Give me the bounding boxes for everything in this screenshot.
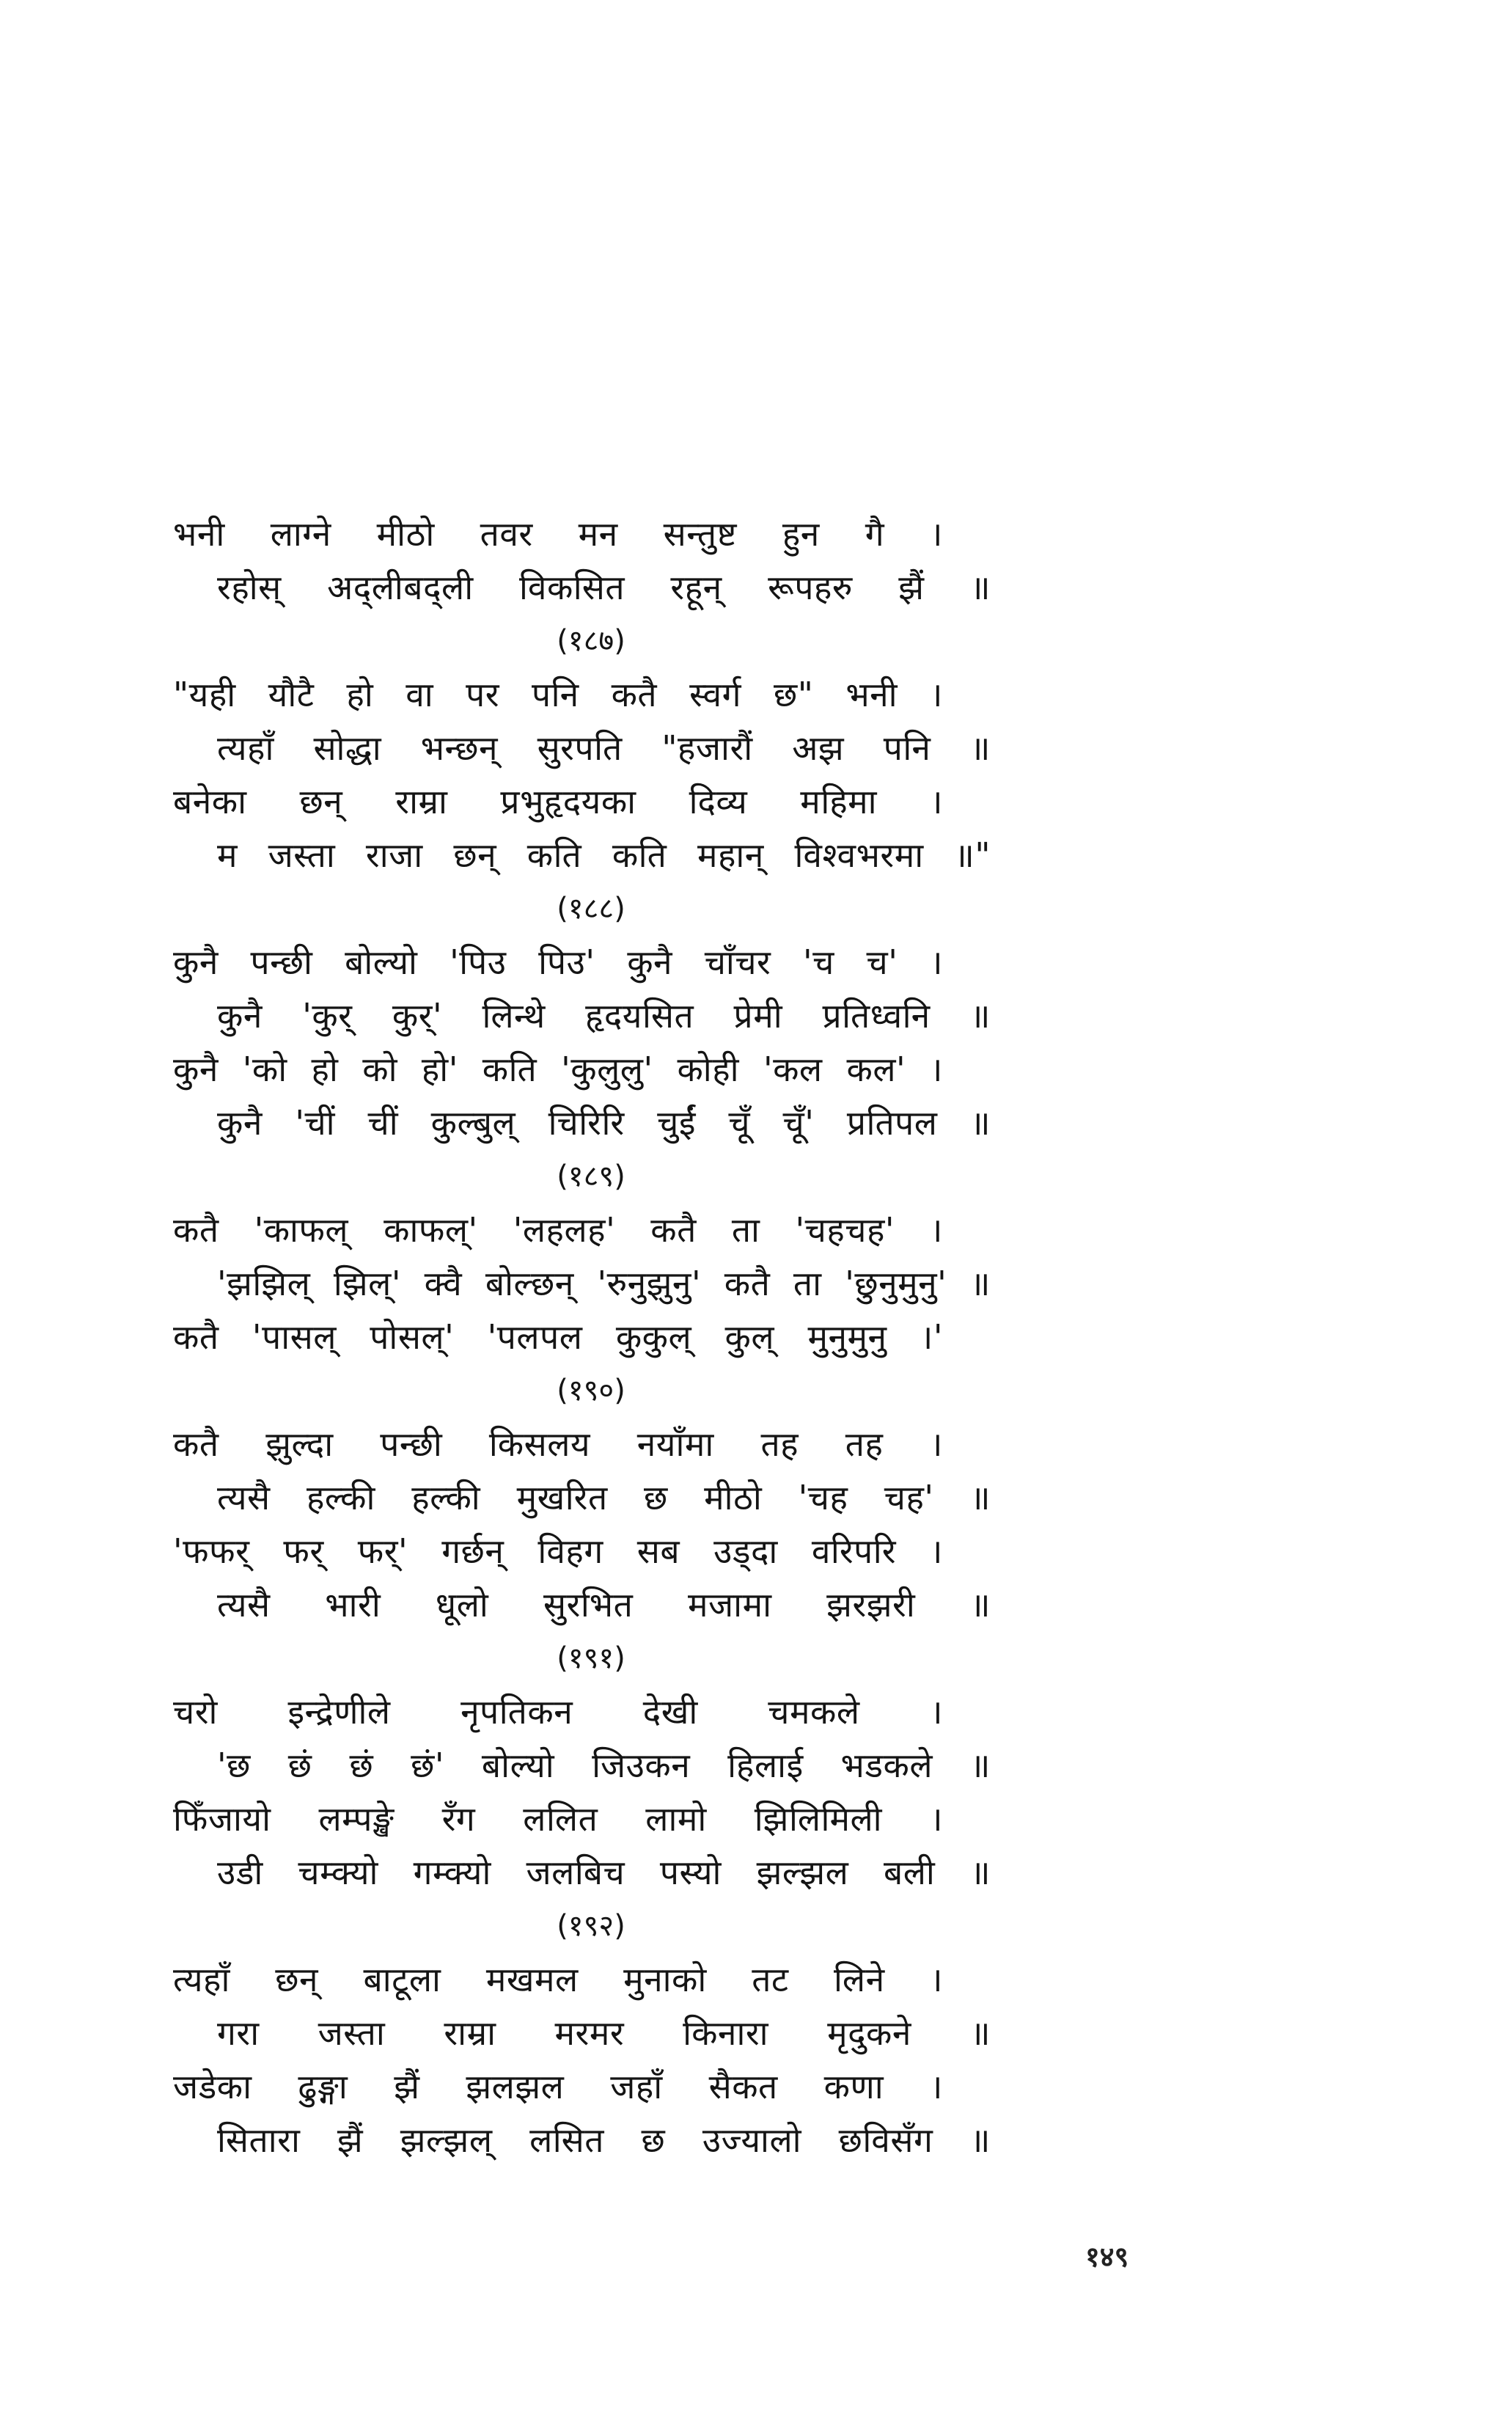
verse-line: 'फफर् फर् फर्' गर्छन् विहग सब उड्‌दा वरिपरि । <box>173 1531 943 1571</box>
verse-number: (१९१) <box>557 1641 625 1675</box>
verse-number: (१८७) <box>557 624 625 658</box>
verse-line: कुनै पन्छी बोल्यो 'पिउ पिउ' कुनै चाँचर 'च च' । <box>173 942 943 982</box>
verse-line: त्यहाँ सोद्धा भन्छन् सुरपति "हजारौं अझ पनि ॥ <box>217 728 991 768</box>
verse-line: त्यहाँ छन् बाटूला मखमल मुनाको तट लिने । <box>173 1960 943 1999</box>
verse-line: 'छ छं छं छं' बोल्यो जिउकन हिलाई भडकले ॥ <box>217 1746 991 1785</box>
verse-line: उडी चम्क्यो गम्क्यो जलबिच पस्यो झल्झल बली ॥ <box>217 1853 991 1892</box>
verse-line: कतै 'पासल् पोसल्' 'पलपल कुकुल् कुल् मुनुमुनु ।' <box>173 1317 943 1357</box>
verse-number: (१९०) <box>557 1374 625 1407</box>
poem-text <box>173 508 994 2167</box>
verse-line: 'झझिल् झिल्' क्वै बोल्छन् 'रुनुझुनु' कतै ता 'छुनुमुनु' ॥ <box>217 1264 991 1303</box>
verse-line: कतै 'काफल् काफल्' 'लहलह' कतै ता 'चहचह' । <box>173 1210 943 1250</box>
verse-number: (१८८) <box>557 892 625 926</box>
verse-line: कुनै 'को हो को हो' कति 'कुलुलु' कोही 'कल कल' । <box>173 1050 943 1089</box>
verse-line: रहोस् अद्‌लीबद्‌ली विकसित रहून् रूपहरु झैं ॥ <box>217 568 991 607</box>
verse-line: चरो इन्द्रेणीले नृपतिकन देखी चमकले । <box>173 1692 943 1732</box>
verse-line: फिँजायो लम्पङ्खे रँग ललित लामो झिलिमिली । <box>173 1799 943 1839</box>
verse-line: बनेका छन् राम्रा प्रभुहृदयका दिव्य महिमा । <box>173 782 943 821</box>
verse-line: कुनै 'कुर् कुर्' लिन्थे हृदयसित प्रेमी प्रतिध्वनि ॥ <box>217 996 991 1036</box>
verse-line: म जस्ता राजा छन् कति कति महान् विश्वभरमा ॥" <box>217 835 991 875</box>
verse-line: कुनै 'चीं चीं कुल्बुल् चिरिरि चुईं चूँ चूँ' प्रतिपल ॥ <box>217 1103 991 1143</box>
verse-number: (१९२) <box>557 1909 625 1943</box>
verse-number: (१८९) <box>557 1160 625 1193</box>
verse-line: "यही यौटै हो वा पर पनि कतै स्वर्ग छ" भनी । <box>173 675 943 714</box>
verse-line: त्यसै हल्की हल्की मुखरित छ मीठो 'चह चह' ॥ <box>217 1478 991 1517</box>
verse-line: जडेका ढुङ्गा झैं झलझल जहाँ सैकत कणा । <box>173 2067 943 2106</box>
verse-line: सितारा झैं झल्झल् लसित छ उज्यालो छविसँग ॥ <box>217 2120 991 2160</box>
verse-line: त्यसै भारी धूलो सुरभित मजामा झरझरी ॥ <box>217 1585 991 1625</box>
verse-line: भनी लाग्ने मीठो तवर मन सन्तुष्ट हुन गै । <box>173 514 943 554</box>
verse-line: कतै झुल्दा पन्छी किसलय नयाँमा तह तह । <box>173 1424 943 1464</box>
verse-line: गरा जस्ता राम्रा मरमर किनारा मृदुकने ॥ <box>217 2013 991 2053</box>
page-number: १४९ <box>1085 2241 1129 2273</box>
